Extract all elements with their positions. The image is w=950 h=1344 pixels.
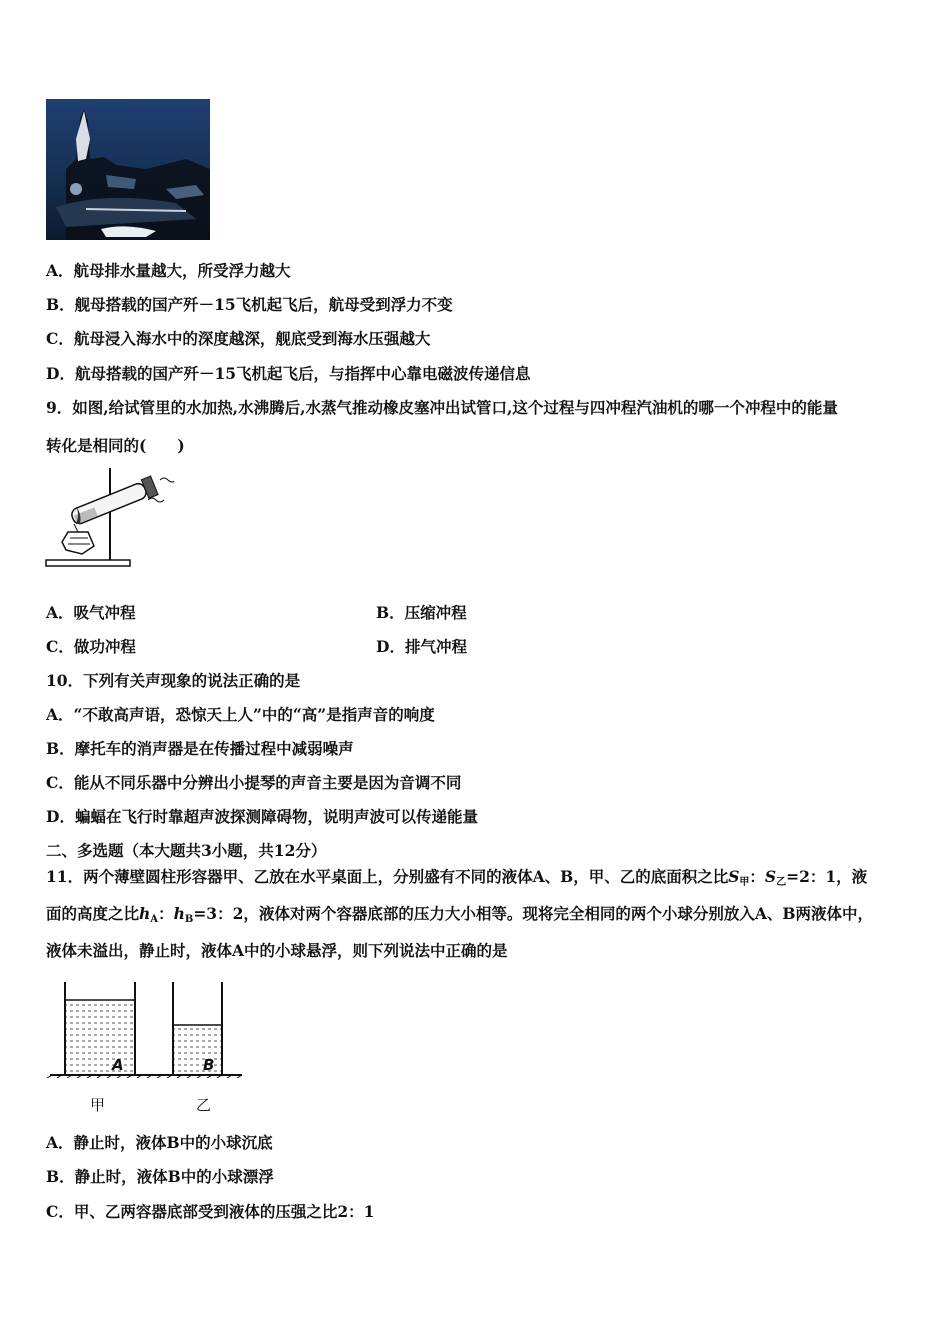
q9-option-d: D．排气冲程 <box>376 637 467 656</box>
q8-option-b: B．舰母搭载的国产歼－15飞机起飞后，航母受到浮力不变 <box>46 295 453 314</box>
q11-stem-line1: 11．两个薄壁圆柱形容器甲、乙放在水平桌面上，分别盛有不同的液体A、B，甲、乙的底面积之比$S_甲$：$S_乙=2$：1，液 <box>46 867 868 888</box>
q9-stem-line1: 9．如图,给试管里的水加热,水沸腾后,水蒸气推动橡皮塞冲出试管口,这个过程与四冲程汽油机的哪一个冲程中的能量 <box>46 398 838 417</box>
q11-stem-line2: 面的高度之比$h_A$：$h_B=3$：2，液体对两个容器底部的压力大小相等。现将完全相同的两个小球分别放入A、B两液体中， <box>46 904 873 925</box>
q10-option-b: B．摩托车的消声器是在传播过程中减弱噪声 <box>46 739 354 758</box>
q9-option-b: B．压缩冲程 <box>376 603 467 622</box>
q10-stem: 10．下列有关声现象的说法正确的是 <box>46 671 301 690</box>
q11-option-b: B．静止时，液体B中的小球漂浮 <box>46 1167 274 1186</box>
q11-option-a: A．静止时，液体B中的小球沉底 <box>46 1133 273 1152</box>
q9-option-a: A．吸气冲程 <box>46 603 136 622</box>
q11-stem-line3: 液体未溢出，静止时，液体A中的小球悬浮，则下列说法中正确的是 <box>46 941 508 960</box>
containers-diagram <box>46 978 246 1078</box>
q9-stem-line2: 转化是相同的( ) <box>46 436 185 455</box>
test-tube-heating-diagram <box>44 462 174 570</box>
q8-option-a: A．航母排水量越大，所受浮力越大 <box>46 261 291 280</box>
q9-option-c: C．做功冲程 <box>46 637 136 656</box>
q10-option-c: C．能从不同乐器中分辨出小提琴的声音主要是因为音调不同 <box>46 773 462 792</box>
aircraft-carrier-photo <box>46 99 210 240</box>
container-jia-label: 甲 <box>90 1096 106 1114</box>
q10-option-a: A．“不敢高声语，恐惊天上人”中的“高”是指声音的响度 <box>46 705 435 724</box>
q10-option-d: D．蝙蝠在飞行时靠超声波探测障碍物，说明声波可以传递能量 <box>46 807 478 826</box>
liquid-b-label: B <box>203 1056 215 1074</box>
section-heading-multiple-choice: 二、多选题（本大题共3小题，共12分） <box>46 841 327 860</box>
container-yi-label: 乙 <box>196 1096 212 1114</box>
q11-option-c: C．甲、乙两容器底部受到液体的压强之比2：1 <box>46 1202 375 1221</box>
q8-option-d: D．航母搭载的国产歼－15飞机起飞后，与指挥中心靠电磁波传递信息 <box>46 364 531 383</box>
liquid-a-label: A <box>112 1056 124 1074</box>
q8-option-c: C．航母浸入海水中的深度越深，舰底受到海水压强越大 <box>46 329 431 348</box>
